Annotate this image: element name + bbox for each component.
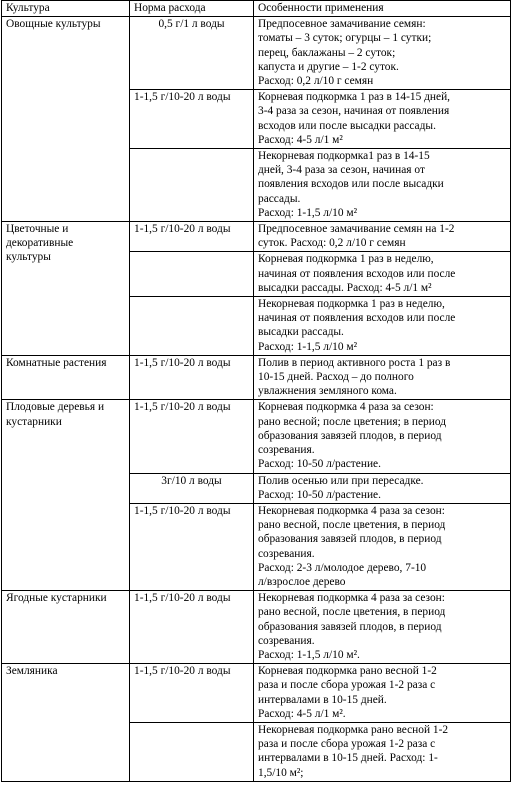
- table-row: [2, 591, 511, 664]
- features-cell: Некорневая подкормка 1 раз в неделю, начиная от появления всходов или после высадки рассады. Расход: 1-1,5 л/10 м²: [254, 297, 511, 356]
- rate-cell: 1-1,5 г/10-20 л воды: [130, 400, 254, 473]
- table-row: [2, 222, 511, 252]
- features-cell: Корневая подкормка рано весной 1-2 раза и после сбора урожая 1-2 раза с интервалами в 10-15 дней. Расход: 4-5 л/1 м².: [254, 664, 511, 723]
- rate-cell: 1-1,5 г/10-20 л воды: [130, 664, 254, 723]
- table-body: [2, 17, 511, 782]
- header-culture: Культура: [2, 1, 130, 17]
- features-cell: Некорневая подкормка 4 раза за сезон: рано весной, после цветения, в период образования завязей плодов, в период созревания. Расход: 2-3 л/молодое дерево, 7-10 л/взрослое дерево: [254, 503, 511, 590]
- culture-cell: Плодовые деревья и кустарники: [2, 400, 130, 591]
- header-rate: Норма расхода: [130, 1, 254, 17]
- features-cell: Некорневая подкормка рано весной 1-2 раза и после сбора урожая 1-2 раза с интервалами в 10-15 дней. Расход: 1- 1,5/10 м²;: [254, 722, 511, 781]
- rate-cell: 1-1,5 г/10-20 л воды: [130, 90, 254, 149]
- features-cell: Полив осенью или при пересадке. Расход: 10-50 л/растение.: [254, 473, 511, 503]
- header-row: [2, 1, 511, 17]
- header-features: Особенности применения: [254, 1, 511, 17]
- application-table: [1, 0, 511, 782]
- table-row: [2, 664, 511, 723]
- features-cell: Некорневая подкормка 4 раза за сезон: рано весной, после цветения, в период образования завязей плодов, в период созревания. Расход: 1-1,5 л/10 м².: [254, 591, 511, 664]
- culture-cell: Ягодные кустарники: [2, 591, 130, 664]
- rate-cell: 1-1,5 г/10-20 л воды: [130, 591, 254, 664]
- rate-cell: 1-1,5 г/10-20 л воды: [130, 503, 254, 590]
- culture-cell: Комнатные растения: [2, 355, 130, 400]
- rate-cell: 0,5 г/1 л воды: [130, 17, 254, 90]
- table-row: [2, 400, 511, 473]
- rate-cell: 1-1,5 г/10-20 л воды: [130, 355, 254, 400]
- features-cell: Некорневая подкормка1 раз в 14-15 дней, 3-4 раза за сезон, начиная от появления всходов или после высадки рассады. Расход: 1-1,5 л/10 м²: [254, 149, 511, 222]
- rate-cell: [130, 252, 254, 297]
- rate-cell: 1-1,5 г/10-20 л воды: [130, 222, 254, 252]
- table-row: [2, 17, 511, 90]
- features-cell: Предпосевное замачивание семян: томаты – 3 суток; огурцы – 1 сутки; перец, баклажаны – 2 суток; капуста и другие – 1-2 суток. Расход: 0,2 л/10 г семян: [254, 17, 511, 90]
- rate-cell: [130, 297, 254, 356]
- features-cell: Корневая подкормка 4 раза за сезон: рано весной; после цветения; в период образования завязей плодов, в период созревания. Расход: 10-50 л/растение.: [254, 400, 511, 473]
- culture-cell: Цветочные и декоративные культуры: [2, 222, 130, 356]
- features-cell: Корневая подкормка 1 раз в 14-15 дней, 3-4 раза за сезон, начиная от появления всходов или после высадки рассады. Расход: 4-5 л/1 м²: [254, 90, 511, 149]
- rate-cell: [130, 722, 254, 781]
- table-row: [2, 355, 511, 400]
- culture-cell: Овощные культуры: [2, 17, 130, 222]
- features-cell: Предпосевное замачивание семян на 1-2 суток. Расход: 0,2 л/10 г семян: [254, 222, 511, 252]
- culture-cell: Земляника: [2, 664, 130, 782]
- rate-cell: [130, 149, 254, 222]
- features-cell: Корневая подкормка 1 раз в неделю, начиная от появления всходов или после высадки рассады. Расход: 4-5 л/1 м²: [254, 252, 511, 297]
- rate-cell: 3г/10 л воды: [130, 473, 254, 503]
- features-cell: Полив в период активного роста 1 раз в 10-15 дней. Расход – до полного увлажнения земляного кома.: [254, 355, 511, 400]
